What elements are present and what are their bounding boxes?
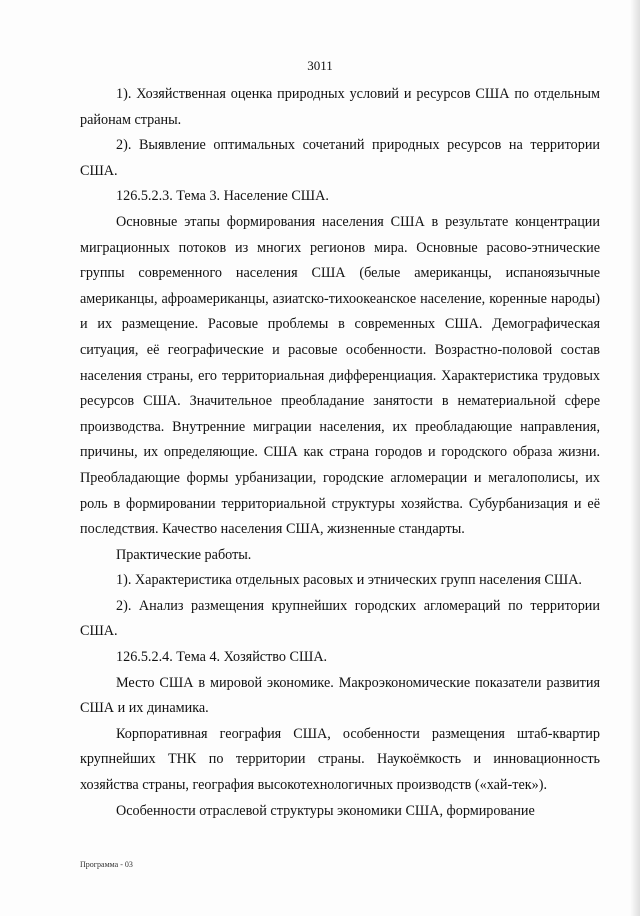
document-body — [80, 82, 600, 824]
paragraph-sector-structure: Особенности отраслевой структуры экономики США, формирование — [116, 802, 535, 819]
paragraph-population-description: Основные этапы формирования населения США в результате концентрации миграционных потоков из многих регионов мира. Основные расово-этнические группы современного населения США (белые американцы, испаноязычные американцы, афроамериканцы, азиатско-тихоокеанское население, коренные народы) и их размещение. Расовые проблемы в современных США. Демографическая ситуация, её географические и расовые особенности. Возрастно-половой состав населения страны, его территориальная дифференциация. Характеристика трудовых ресурсов США. Значительное преобладание занятости в нематериальной сфере производства. Внутренние миграции населения, их преобладающие направления, причины, их определяющие. США как страна городов и городского образа жизни. Преобладающие формы урбанизации, городские агломерации и мегалополисы, их роль в формировании территориальной структуры хозяйства. Субурбанизация и её последствия. Качество населения США, жизненные стандарты. — [80, 213, 600, 538]
page-number: 3011 — [307, 58, 333, 73]
practical-works-heading: Практические работы. — [116, 546, 252, 563]
page-edge-shadow — [630, 0, 640, 916]
paragraph-practical-2: 2). Анализ размещения крупнейших городских агломераций по территории США. — [80, 597, 600, 640]
paragraph-task-2: 2). Выявление оптимальных сочетаний природных ресурсов на территории США. — [80, 137, 600, 179]
paragraph-task-1: 1). Хозяйственная оценка природных условий и ресурсов США по отдельным районам страны. — [80, 86, 600, 128]
section-heading-topic-4: 126.5.2.4. Тема 4. Хозяйство США. — [116, 649, 328, 666]
section-heading-topic-3: 126.5.2.3. Тема 3. Население США. — [116, 188, 329, 205]
paragraph-world-economy: Место США в мировой экономике. Макроэкономические показатели развития США и их динамика. — [80, 674, 600, 717]
paragraph-practical-1: 1). Характеристика отдельных расовых и этнических групп населения США. — [116, 572, 582, 589]
page-footer: Программа - 03 — [80, 860, 133, 869]
paragraph-corporate-geography: Корпоративная география США, особенности размещения штаб-квартир крупнейших ТНК по территории страны. Наукоёмкость и инновационность хозяйства страны, география высокотехнологичных производств («хай-тек»). — [80, 725, 600, 794]
